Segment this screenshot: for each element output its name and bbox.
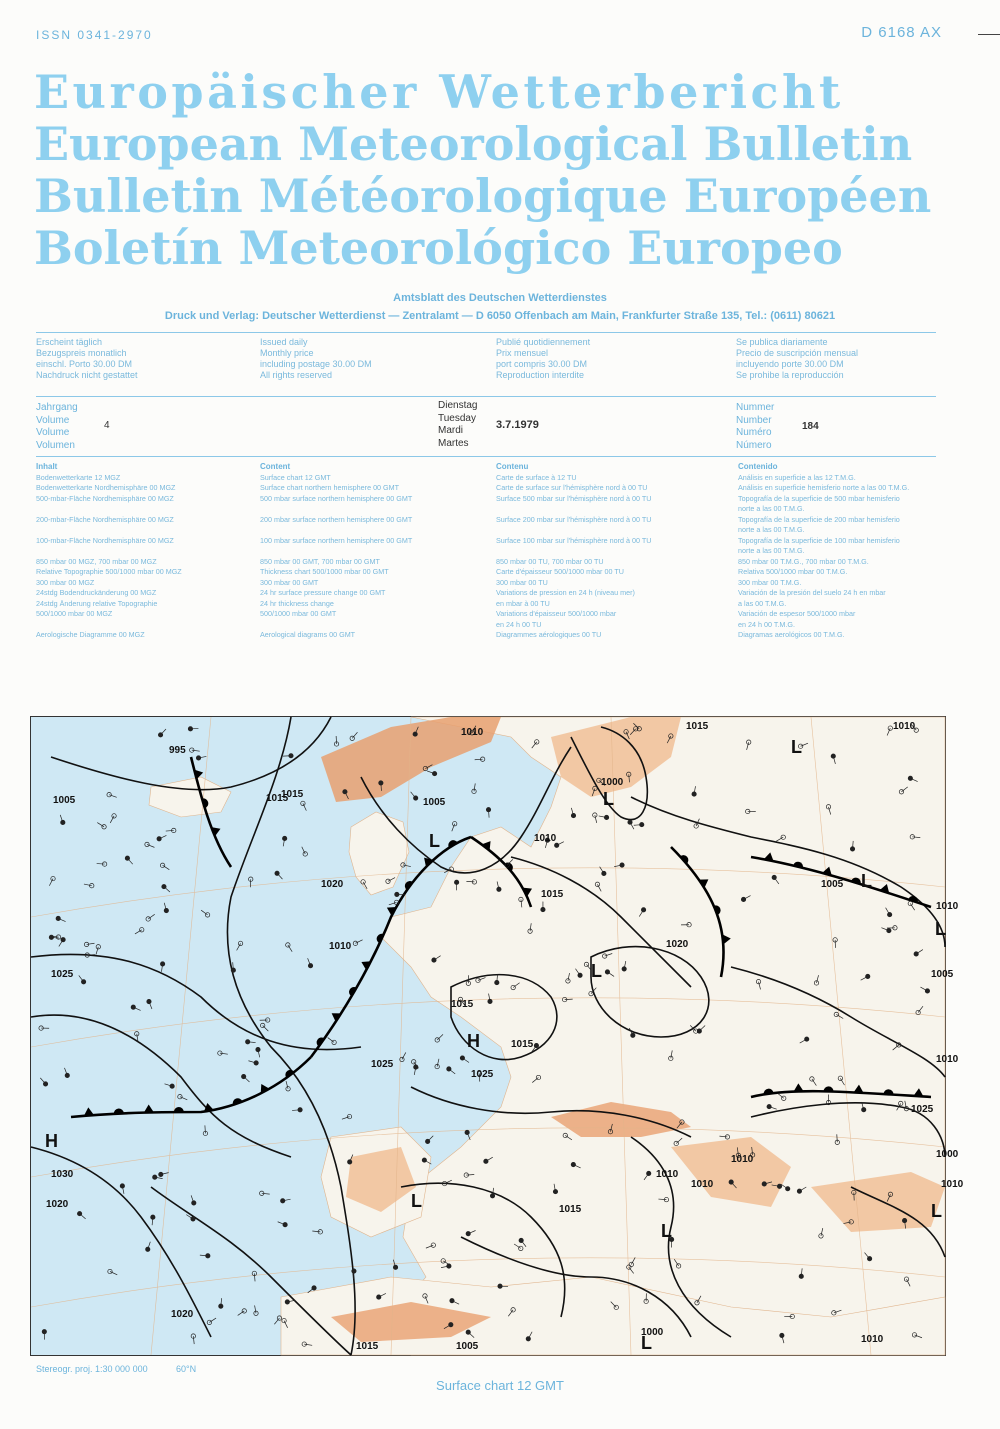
isobar-label: 1010: [936, 1054, 959, 1065]
contents-item: Aerological diagrams 00 GMT: [260, 630, 356, 639]
isobar-label: 1015: [686, 721, 709, 732]
contents-item: 850 mbar 00 TU, 700 mbar 00 TU: [496, 556, 604, 566]
isobar-label: 1010: [534, 833, 557, 844]
contents-item: Relativa 500/1000 mbar 00 T.M.G.: [738, 567, 848, 576]
isobar-label: 1020: [171, 1309, 194, 1320]
isobar-label: 1010: [461, 727, 484, 738]
low-pressure-marker: L: [931, 1201, 942, 1221]
info-col-de: [36, 337, 260, 381]
contents-item: 300 mbar 00 MGZ: [36, 577, 95, 587]
info-line: port compris 30.00 DM: [496, 359, 588, 369]
isobar-label: 1015: [266, 793, 289, 804]
isobar-label: 1010: [936, 901, 959, 912]
info-line: einschl. Porto 30.00 DM: [36, 359, 133, 369]
info-line: incluyendo porte 30.00 DM: [736, 359, 844, 369]
contents-col-de: [36, 462, 260, 641]
volume-label: Volume: [36, 427, 70, 438]
isobar-label: 1015: [541, 889, 564, 900]
isobar-label: 1010: [893, 721, 916, 732]
contents-item: Topografía de la superficie de 100 mbar hemisferio: [738, 535, 900, 545]
info-col-en: [260, 337, 496, 381]
volume-labels: [36, 402, 78, 452]
info-line: All rights reserved: [260, 370, 333, 380]
isobar-label: 1025: [471, 1069, 494, 1080]
volume-row: [36, 400, 936, 452]
contents-item: 100 mbar surface northern hemisphere 00 GMT: [260, 535, 413, 545]
low-pressure-marker: L: [641, 1333, 652, 1353]
contents-item: Surface chart northern hemisphere 00 GMT: [260, 483, 400, 492]
contents-item: Bodenwetterkarte Nordhemisphäre 00 MGZ: [36, 483, 176, 492]
contents-item: 24stdg Bodendruckänderung 00 MGZ: [36, 588, 157, 597]
isobar-label: 1010: [861, 1334, 884, 1345]
issue-date: 3.7.1979: [496, 419, 539, 431]
contents-item: Aerologische Diagramme 00 MGZ: [36, 630, 145, 639]
map-caption: Surface chart 12 GMT: [436, 1378, 564, 1393]
isobar-label: 1010: [731, 1154, 754, 1165]
isobar-label: 1025: [371, 1059, 394, 1070]
contents-item: en 24 h 00 TU: [496, 619, 542, 629]
contents-item: Carte de surface à 12 TU: [496, 472, 577, 482]
isobar-label: 1005: [931, 969, 954, 980]
contents-item: Variación de la presión del suelo 24 h en mbar: [738, 588, 886, 597]
contents-item: 850 mbar 00 T.M.G., 700 mbar 00 T.M.G.: [738, 556, 869, 566]
isobar-label: 1025: [51, 969, 74, 980]
high-pressure-marker: H: [467, 1031, 480, 1051]
issue-number: 184: [802, 421, 819, 432]
number-label: Número: [736, 439, 772, 451]
contents-item: [260, 504, 496, 515]
volume-value: 4: [104, 420, 110, 431]
number-label: Numéro: [736, 427, 772, 438]
contents-item: Surface 200 mbar sur l'hémisphère nord à 00 TU: [496, 514, 652, 524]
contents-item: Thickness chart 500/1000 mbar 00 GMT: [260, 567, 389, 576]
low-pressure-marker: L: [591, 961, 602, 981]
low-pressure-marker: L: [935, 919, 946, 939]
info-line: Se prohibe la reproducción: [736, 370, 844, 380]
contents-item: Carte d'épaisseur 500/1000 mbar 00 TU: [496, 567, 624, 576]
contents-item: 200 mbar surface northern hemisphere 00 GMT: [260, 514, 413, 524]
info-line: Reproduction interdite: [496, 370, 585, 380]
publication-code: D 6168 AX: [861, 24, 942, 41]
contents-item: [260, 546, 496, 557]
corner-mark: [978, 34, 1000, 35]
number-label: Number: [736, 414, 772, 426]
low-pressure-marker: L: [429, 831, 440, 851]
contents-item: Topografía de la superficie de 200 mbar hemisferio: [738, 514, 900, 524]
isobar-label: 1010: [941, 1179, 964, 1190]
low-pressure-marker: L: [661, 1221, 672, 1241]
low-pressure-marker: L: [603, 789, 614, 809]
info-line: Precio de suscripción mensual: [736, 348, 859, 358]
contents-heading: Contenido: [738, 462, 778, 471]
low-pressure-marker: L: [791, 737, 802, 757]
contents-item: a las 00 T.M.G.: [738, 598, 787, 608]
isobar-label: 1005: [821, 879, 844, 890]
divider: [36, 456, 936, 457]
number-labels: [736, 402, 774, 452]
publisher-line: Druck und Verlag: Deutscher Wetterdienst — Zentralamt — D 6050 Offenbach am Main, Frankfurter Straße 135, Tel.: (0611) 80621: [164, 310, 836, 322]
contents-item: 24 hr surface pressure change 00 GMT: [260, 588, 386, 597]
contents-heading: Contenu: [496, 462, 529, 471]
isobar-label: 1005: [53, 795, 76, 806]
contents-item: norte a las 00 T.M.G.: [738, 546, 805, 555]
contents-item: [36, 525, 260, 536]
day-label: Dienstag: [438, 400, 478, 411]
title-line: European Meteorological Bulletin: [34, 117, 913, 171]
contents-item: [36, 504, 260, 515]
divider: [36, 332, 936, 333]
isobar-label: 1000: [601, 777, 624, 788]
contents-item: 500-mbar-Fläche Nordhemisphäre 00 MGZ: [36, 493, 174, 503]
info-grid: [36, 337, 936, 381]
contents-item: Diagramas aerológicos 00 T.M.G.: [738, 630, 845, 639]
contents-item: Topografía de la superficie de 500 mbar hemisferio: [738, 493, 900, 503]
contents-item: Análisis en superficie hemisferio norte a las 00 T.M.G.: [738, 483, 910, 492]
info-line: Prix mensuel: [496, 348, 549, 358]
title-line: Boletín Meteorológico Europeo: [34, 221, 843, 275]
contents-item: 24 hr thickness change: [260, 598, 334, 608]
isobar-label: 1020: [321, 879, 344, 890]
isobar-label: 1010: [656, 1169, 679, 1180]
isobar-label: 1010: [329, 941, 352, 952]
info-line: Se publica diariamente: [736, 337, 828, 347]
contents-item: Análisis en superficie a las 12 T.M.G.: [738, 472, 856, 482]
info-line: Bezugspreis monatlich: [36, 348, 127, 358]
volume-label: Volume: [36, 414, 70, 426]
contents-item: 500 mbar surface northern hemisphere 00 GMT: [260, 493, 413, 503]
isobar-label: 1020: [666, 939, 689, 950]
issn-label: ISSN 0341-2970: [36, 28, 153, 42]
surface-chart-map: [30, 716, 964, 1356]
contents-item: norte a las 00 T.M.G.: [738, 525, 805, 534]
contents-heading: Inhalt: [36, 462, 58, 471]
info-line: Publié quotidiennement: [496, 337, 591, 347]
contents-item: Surface 100 mbar sur l'hémisphère nord à 00 TU: [496, 535, 652, 545]
volume-label: Jahrgang: [36, 402, 78, 413]
day-label: Martes: [438, 437, 469, 449]
low-pressure-marker: L: [411, 1191, 422, 1211]
info-line: Erscheint täglich: [36, 337, 103, 347]
contents-item: Carte de surface sur l'hémisphère nord à 00 TU: [496, 483, 648, 492]
contents-item: 500/1000 mbar 00 GMT: [260, 609, 337, 618]
isobar-label: 1005: [423, 797, 446, 808]
day-label: Tuesday: [438, 412, 476, 424]
contents-item: Surface chart 12 GMT: [260, 472, 331, 482]
contents-item: en 24 h 00 T.M.G.: [738, 619, 796, 629]
contents-item: en mbar à 00 TU: [496, 598, 550, 608]
contents-item: 850 mbar 00 GMT, 700 mbar 00 GMT: [260, 556, 380, 566]
contents-item: Bodenwetterkarte 12 MGZ: [36, 472, 121, 482]
contents-col-es: [738, 462, 946, 641]
contents-item: 300 mbar 00 GMT: [260, 577, 319, 587]
day-labels: [438, 400, 477, 450]
isobar-label: 995: [169, 745, 186, 756]
isobar-label: 1015: [511, 1039, 534, 1050]
contents-item: Variations d'épaisseur 500/1000 mbar: [496, 609, 617, 618]
contents-item: Relative Topographie 500/1000 mbar 00 MGZ: [36, 567, 182, 576]
isobar-label: 1015: [356, 1341, 379, 1352]
contents-item: Surface 500 mbar sur l'hémisphère nord à 00 TU: [496, 493, 652, 503]
contents-item: [36, 546, 260, 557]
contents-item: 500/1000 mbar 00 MGZ: [36, 609, 113, 618]
info-line: Issued daily: [260, 337, 308, 347]
title-line: Bulletin Météorologique Européen: [34, 169, 932, 223]
isobar-label: 1015: [559, 1204, 582, 1215]
info-line: Nachdruck nicht gestattet: [36, 370, 138, 380]
contents-item: [496, 525, 738, 536]
isobar-label: 1000: [641, 1327, 664, 1338]
contents-item: [496, 546, 738, 557]
contents-item: 24stdg Änderung relative Topographie: [36, 598, 158, 608]
contents-item: Variación de espesor 500/1000 mbar: [738, 609, 856, 618]
isobar-label: 1025: [911, 1104, 934, 1115]
contents-item: 100-mbar-Fläche Nordhemisphäre 00 MGZ: [36, 535, 174, 545]
isobar-label: 1005: [456, 1341, 479, 1352]
contents-item: [260, 525, 496, 536]
high-pressure-marker: H: [45, 1131, 58, 1151]
contents-item: 200-mbar-Fläche Nordhemisphäre 00 MGZ: [36, 514, 174, 524]
isobar-label: 1010: [691, 1179, 714, 1190]
isobar-label: 1000: [936, 1149, 959, 1160]
contents-item: norte a las 00 T.M.G.: [738, 504, 805, 513]
contents-item: 850 mbar 00 MGZ, 700 mbar 00 MGZ: [36, 556, 157, 566]
contents-grid: [36, 462, 946, 641]
latitude-note: 60°N: [176, 1364, 197, 1374]
projection-note: Stereogr. proj. 1:30 000 000: [36, 1364, 148, 1374]
contents-col-fr: [496, 462, 738, 641]
subtitle: Amtsblatt des Deutschen Wetterdienstes: [393, 292, 607, 304]
day-label: Mardi: [438, 425, 464, 436]
contents-item: 300 mbar 00 T.M.G.: [738, 577, 802, 587]
contents-col-en: [260, 462, 496, 641]
title-line: Europäischer Wetterbericht: [34, 65, 844, 119]
info-col-es: [736, 337, 936, 381]
info-line: Monthly price: [260, 348, 314, 358]
contents-item: [36, 620, 260, 631]
isobar-label: 1020: [46, 1199, 69, 1210]
contents-heading: Content: [260, 462, 291, 471]
divider: [36, 396, 936, 397]
info-col-fr: [496, 337, 736, 381]
contents-item: Diagrammes aérologiques 00 TU: [496, 630, 602, 639]
number-label: Nummer: [736, 402, 775, 413]
contents-item: 300 mbar 00 TU: [496, 577, 548, 587]
title-block: [34, 66, 944, 274]
contents-item: [496, 504, 738, 515]
info-line: including postage 30.00 DM: [260, 359, 372, 369]
low-pressure-marker: L: [861, 871, 872, 891]
isobar-label: 1015: [281, 789, 304, 800]
isobar-label: 1015: [451, 999, 474, 1010]
contents-item: [260, 620, 496, 631]
weather-map-svg: [31, 717, 964, 1355]
volume-label: Volumen: [36, 439, 75, 451]
isobar-label: 1030: [51, 1169, 74, 1180]
contents-item: Variations de pression en 24 h (niveau mer): [496, 588, 635, 597]
